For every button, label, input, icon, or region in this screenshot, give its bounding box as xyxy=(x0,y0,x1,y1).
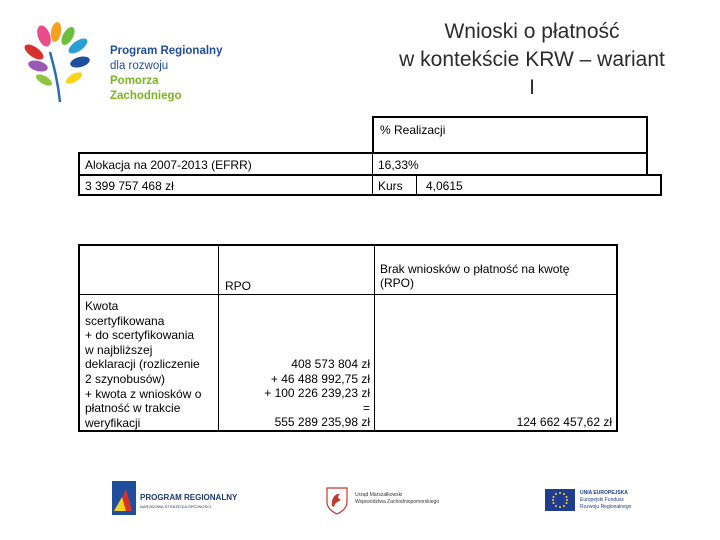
row-label-line: płatność w trakcie xyxy=(85,401,181,416)
row-label xyxy=(85,299,217,430)
logo-line-3: Pomorza Zachodniego xyxy=(110,75,182,102)
urzad-line: Województwa Zachodniopomorskiego xyxy=(355,499,440,505)
brak-header xyxy=(380,262,600,290)
kurs-label: Kurs xyxy=(378,179,403,193)
row-label-line: weryfikacji xyxy=(85,415,141,430)
eu-line: Rozwoju Regionalnego xyxy=(580,504,632,510)
row-label-line: w najbliższej xyxy=(85,342,153,357)
griffin-coat-of-arms-icon xyxy=(325,486,349,516)
alokacja-label: Alokacja na 2007-2013 (EFRR) xyxy=(85,158,252,172)
urzad-text xyxy=(355,492,439,506)
page-title xyxy=(372,18,692,102)
rpo-value-line: = xyxy=(362,400,370,415)
flag-icon xyxy=(112,481,136,515)
kurs-value: 4,0615 xyxy=(426,179,463,193)
eu-logo xyxy=(545,487,665,515)
eu-line: UNIA EUROPEJSKA xyxy=(580,490,628,496)
title-line-2: w kontekście KRW – wariant xyxy=(399,48,665,71)
realizacja-header-cell xyxy=(372,116,648,154)
rpo-value-line: 555 289 235,98 zł xyxy=(274,415,370,430)
urzad-logo xyxy=(325,486,465,518)
summary-table xyxy=(78,152,648,176)
program-label: PROGRAM REGIONALNY xyxy=(140,493,238,502)
table-col-divider-1 xyxy=(218,246,219,432)
rpo-value-line: + 100 226 239,23 zł xyxy=(264,386,370,401)
amount-row xyxy=(78,174,662,196)
rpo-value-line: + 46 488 992,75 zł xyxy=(270,371,370,386)
title-line-3: I xyxy=(529,76,535,99)
rpo-value xyxy=(220,357,370,430)
amount-divider-1 xyxy=(372,176,373,196)
row-label-line: + do scertyfikowania xyxy=(85,328,195,343)
amount-divider-2 xyxy=(416,176,417,196)
eu-line: Europejski Fundusz xyxy=(580,497,624,503)
brak-header-text: Brak wniosków o płatność na kwotę (RPO) xyxy=(380,262,570,290)
program-logo xyxy=(22,22,232,104)
row-label-line: scertyfikowana xyxy=(85,313,165,328)
logo-line-1: Program Regionalny xyxy=(110,45,223,57)
program-sub: NARODOWA STRATEGIA SPÓJNOŚCI xyxy=(140,504,212,509)
table-col-divider-2 xyxy=(374,246,375,432)
realizacja-label: % Realizacji xyxy=(380,123,446,137)
logo-line-2: dla rozwoju xyxy=(110,60,169,72)
rpo-value-line: 408 573 804 zł xyxy=(291,357,370,371)
summary-divider xyxy=(372,154,373,176)
table-row-divider xyxy=(80,294,618,295)
rpo-header: RPO xyxy=(225,279,252,293)
brak-value: 124 662 457,62 zł xyxy=(516,415,612,429)
eu-flag-icon xyxy=(545,489,575,511)
urzad-line: Urząd Marszałkowski xyxy=(355,492,403,498)
row-label-line: + kwota z wniosków o xyxy=(85,386,202,401)
row-label-line: deklaracji (rozliczenie xyxy=(85,357,200,372)
leaf-tree-icon xyxy=(22,22,100,104)
eu-text xyxy=(580,490,631,511)
main-table xyxy=(78,244,618,432)
row-label-line: 2 szynobusów) xyxy=(85,371,166,386)
alokacja-amount: 3 399 757 468 zł xyxy=(85,179,174,193)
program-regionalny-logo xyxy=(112,481,242,517)
title-line-1: Wnioski o płatność xyxy=(444,20,620,43)
row-label-line: Kwota xyxy=(85,299,119,313)
alokacja-percent: 16,33% xyxy=(378,158,419,172)
